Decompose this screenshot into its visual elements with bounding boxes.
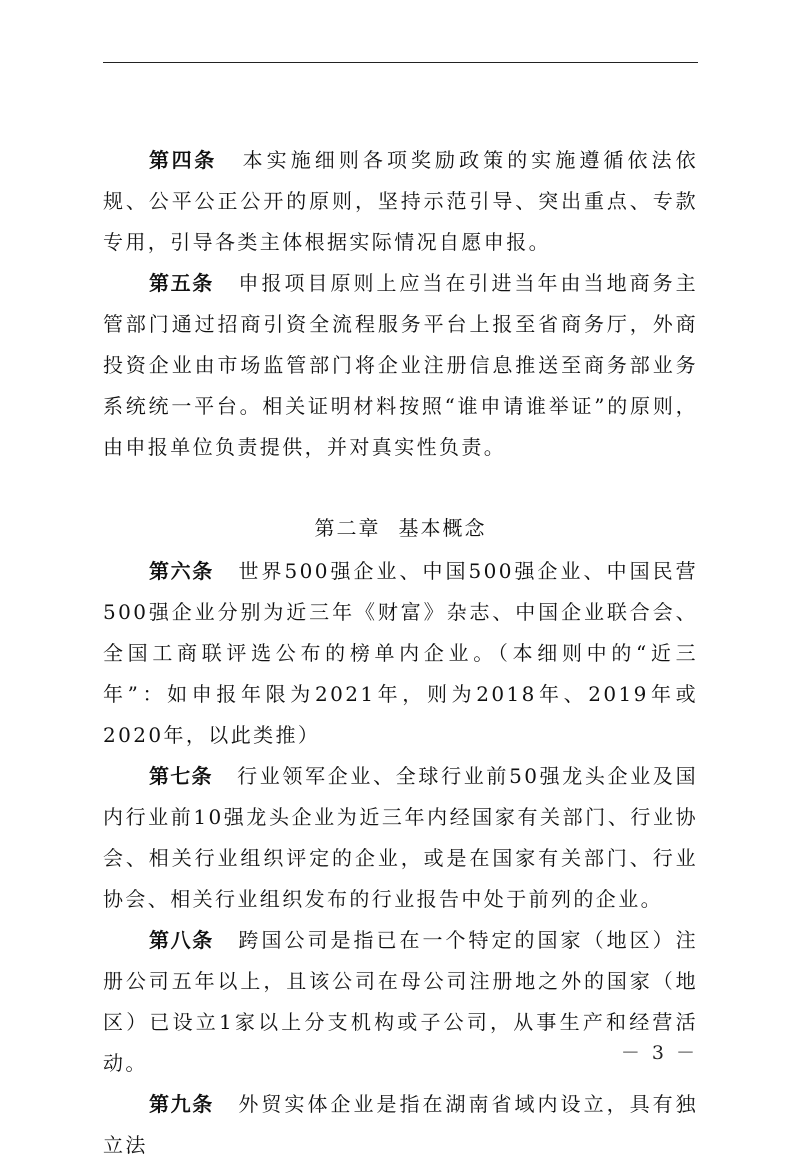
page-number: － 3 － <box>620 1042 698 1064</box>
article-4 <box>103 140 698 263</box>
article-text: 行业领军企业、全球行业前50强龙头企业及国内行业前10强龙头企业为近三年内经国家有关部门、行业协会、相关行业组织评定的企业，或是在国家有关部门、行业协会、相关行业组织发布的行业报告中处于前列的企业。 <box>103 764 699 911</box>
article-text: 世界500强企业、中国500强企业、中国民营500强企业分别为近三年《财富》杂志、中国企业联合会、全国工商联评选公布的榜单内企业。（本细则中的“近三年”：如申报年限为2021年，则为2018年、2019年或2020年，以此类推） <box>103 559 698 747</box>
article-text: 跨国公司是指已在一个特定的国家（地区）注册公司五年以上，且该公司在母公司注册地之外的国家（地区）已设立1家以上分支机构或子公司，从事生产和经营活动。 <box>103 928 699 1075</box>
article-9 <box>103 1084 698 1166</box>
chapter-number: 第二章 <box>314 516 381 540</box>
article-text: 本实施细则各项奖励政策的实施遵循依法依规、公平公正公开的原则，坚持示范引导、突出重点、专款专用，引导各类主体根据实际情况自愿申报。 <box>103 148 698 254</box>
article-6 <box>103 551 698 756</box>
document-body <box>103 140 698 1166</box>
article-text: 外贸实体企业是指在湖南省域内设立，具有独立法 <box>103 1092 699 1157</box>
article-7 <box>103 756 698 920</box>
article-5 <box>103 263 698 468</box>
article-8 <box>103 920 698 1084</box>
article-heading: 第七条 <box>149 764 213 788</box>
article-heading: 第四条 <box>149 148 217 172</box>
article-text: 申报项目原则上应当在引进当年由当地商务主管部门通过招商引资全流程服务平台上报至省商务厅，外商投资企业由市场监管部门将企业注册信息推送至商务部业务系统统一平台。相关证明材料按照“谁申请谁举证”的原则，由申报单位负责提供，并对真实性负责。 <box>103 271 699 459</box>
chapter-heading <box>103 508 698 549</box>
article-heading: 第九条 <box>149 1092 214 1116</box>
article-heading: 第五条 <box>149 271 214 295</box>
header-rule <box>103 62 698 63</box>
article-heading: 第六条 <box>149 559 214 583</box>
article-heading: 第八条 <box>149 928 214 952</box>
chapter-title: 基本概念 <box>398 516 487 540</box>
